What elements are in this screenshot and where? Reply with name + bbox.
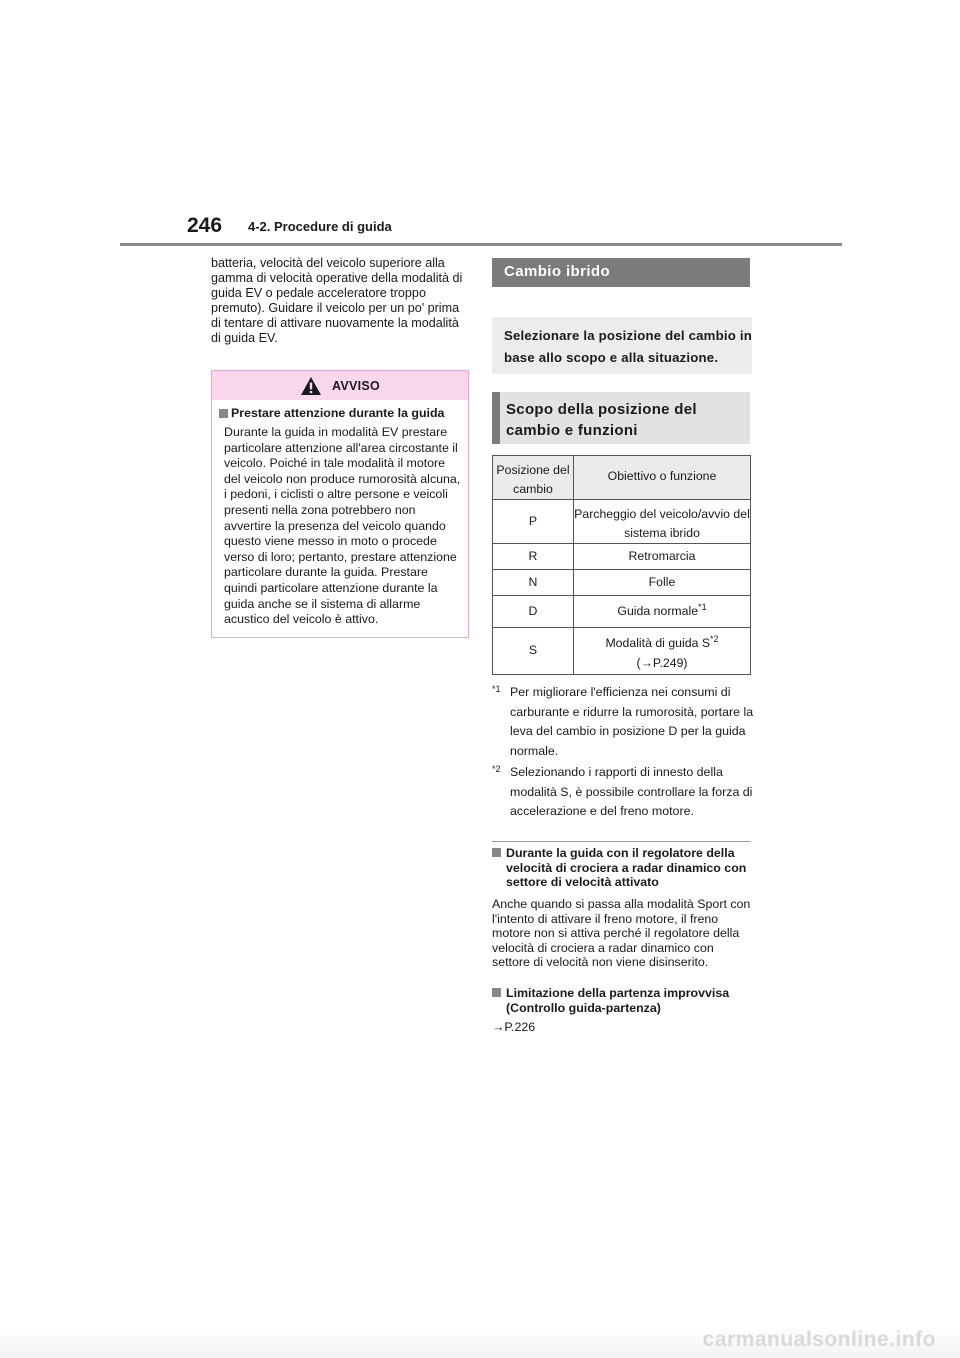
table-row xyxy=(493,544,751,570)
square-bullet-icon xyxy=(492,988,501,997)
square-bullet-icon xyxy=(219,409,228,418)
watermark-strip xyxy=(0,1326,960,1358)
table-header-function: Obiettivo o funzione xyxy=(574,456,751,500)
section-body-radar-cruise: Anche quando si passa alla modalità Sport con l'intento di attivare il freno motore, il freno motore non si attiva perché il regolatore della velocità di crociera a radar dinamico con settore di velocità non viene disinserito. xyxy=(492,897,751,970)
cell-position: R xyxy=(493,544,574,570)
cell-function xyxy=(574,596,751,628)
table-header-row xyxy=(493,456,751,500)
cell-position: D xyxy=(493,596,574,628)
cell-position: P xyxy=(493,500,574,544)
watermark-text: carmanualsonline.info xyxy=(702,1328,936,1351)
continued-paragraph: batteria, velocità del veicolo superiore alla gamma di velocità operative della modalità di guida EV o pedale acceleratore troppo premuto). Guidare il veicolo per un po' prima di tentare di attivare nuovamente la modalità di guida EV. xyxy=(211,256,463,345)
footnote-2: *2 Selezionando i rapporti di innesto della modalità S, è possibile controllare la forza di accelerazione e del freno motore. xyxy=(492,763,754,822)
warning-subtitle: Prestare attenzione durante la guida xyxy=(231,406,445,420)
footnote-text: Per migliorare l'efficienza nei consumi di carburante e ridurre la rumorosità, portare la leva del cambio in posizione D per la guida normale. xyxy=(510,685,754,758)
section-banner-hybrid-transmission: Cambio ibrido xyxy=(492,258,750,287)
cell-position: S xyxy=(493,628,574,675)
footnote-ref: *1 xyxy=(698,601,707,612)
footnote-ref: *2 xyxy=(710,633,719,644)
warning-box xyxy=(211,370,469,638)
cell-function: Parcheggio del veicolo/avvio del sistema ibrido xyxy=(574,500,751,544)
section-title: 4-2. Procedure di guida xyxy=(248,219,392,234)
cell-function-text: Guida normale xyxy=(617,604,699,618)
warning-triangle-icon xyxy=(300,376,322,396)
subsection-banner: Scopo della posizione del cambio e funzioni xyxy=(492,392,750,444)
section-heading-text: Durante la guida con il regolatore della velocità di crociera a radar dinamico con settore di velocità attivato xyxy=(506,846,747,889)
page-reference-link[interactable]: →P.226 xyxy=(492,1020,536,1034)
square-bullet-icon xyxy=(492,848,501,857)
table-row xyxy=(493,570,751,596)
cell-position: N xyxy=(493,570,574,596)
table-row xyxy=(493,628,751,675)
intro-box: Selezionare la posizione del cambio in base allo scopo e alla situazione. xyxy=(492,317,752,374)
table-header-position: Posizione del cambio xyxy=(493,456,574,500)
section-heading-text: Limitazione della partenza improvvisa (Controllo guida-partenza) xyxy=(506,986,730,1015)
cell-function: Retromarcia xyxy=(574,544,751,570)
warning-body: Durante la guida in modalità EV prestare particolare attenzione all'area circostante il veicolo. Poiché in tale modalità il motore del veicolo non produce rumorosità alcuna, i pedoni, i ciclisti o altre persone e veicoli presenti nella zona potrebbero non avvertire la presenza del veicolo quando questo viene messo in moto o procede verso di loro; pertanto, prestare attenzione particolare durante la guida. Prestare quindi particolare attenzione durante la guida anche se il sistema di allarme acustico del veicolo è attivo. xyxy=(224,425,461,627)
section-heading-radar-cruise xyxy=(492,846,754,890)
section-heading-sudden-start xyxy=(492,986,754,1015)
cell-function xyxy=(574,628,751,675)
footnote-1: *1 Per migliorare l'efficienza nei consumi di carburante e ridurre la rumorosità, portare la leva del cambio in posizione D per la guida normale. xyxy=(492,683,754,761)
warning-subtitle-row xyxy=(212,400,468,421)
warning-title: AVVISO xyxy=(331,378,381,393)
warning-header xyxy=(212,371,468,400)
cell-function-text: Modalità di guida S xyxy=(605,636,711,650)
page-reference-link[interactable]: (→P.249) xyxy=(636,656,688,670)
table-row xyxy=(493,596,751,628)
cell-function: Folle xyxy=(574,570,751,596)
page-number: 246 xyxy=(187,214,223,237)
header-divider xyxy=(120,243,842,246)
table-row xyxy=(493,500,751,544)
footnote-text: Selezionando i rapporti di innesto della modalità S, è possibile controllare la forza di accelerazione e del freno motore. xyxy=(510,765,753,818)
shift-position-table xyxy=(492,455,751,675)
section-divider xyxy=(492,841,750,842)
